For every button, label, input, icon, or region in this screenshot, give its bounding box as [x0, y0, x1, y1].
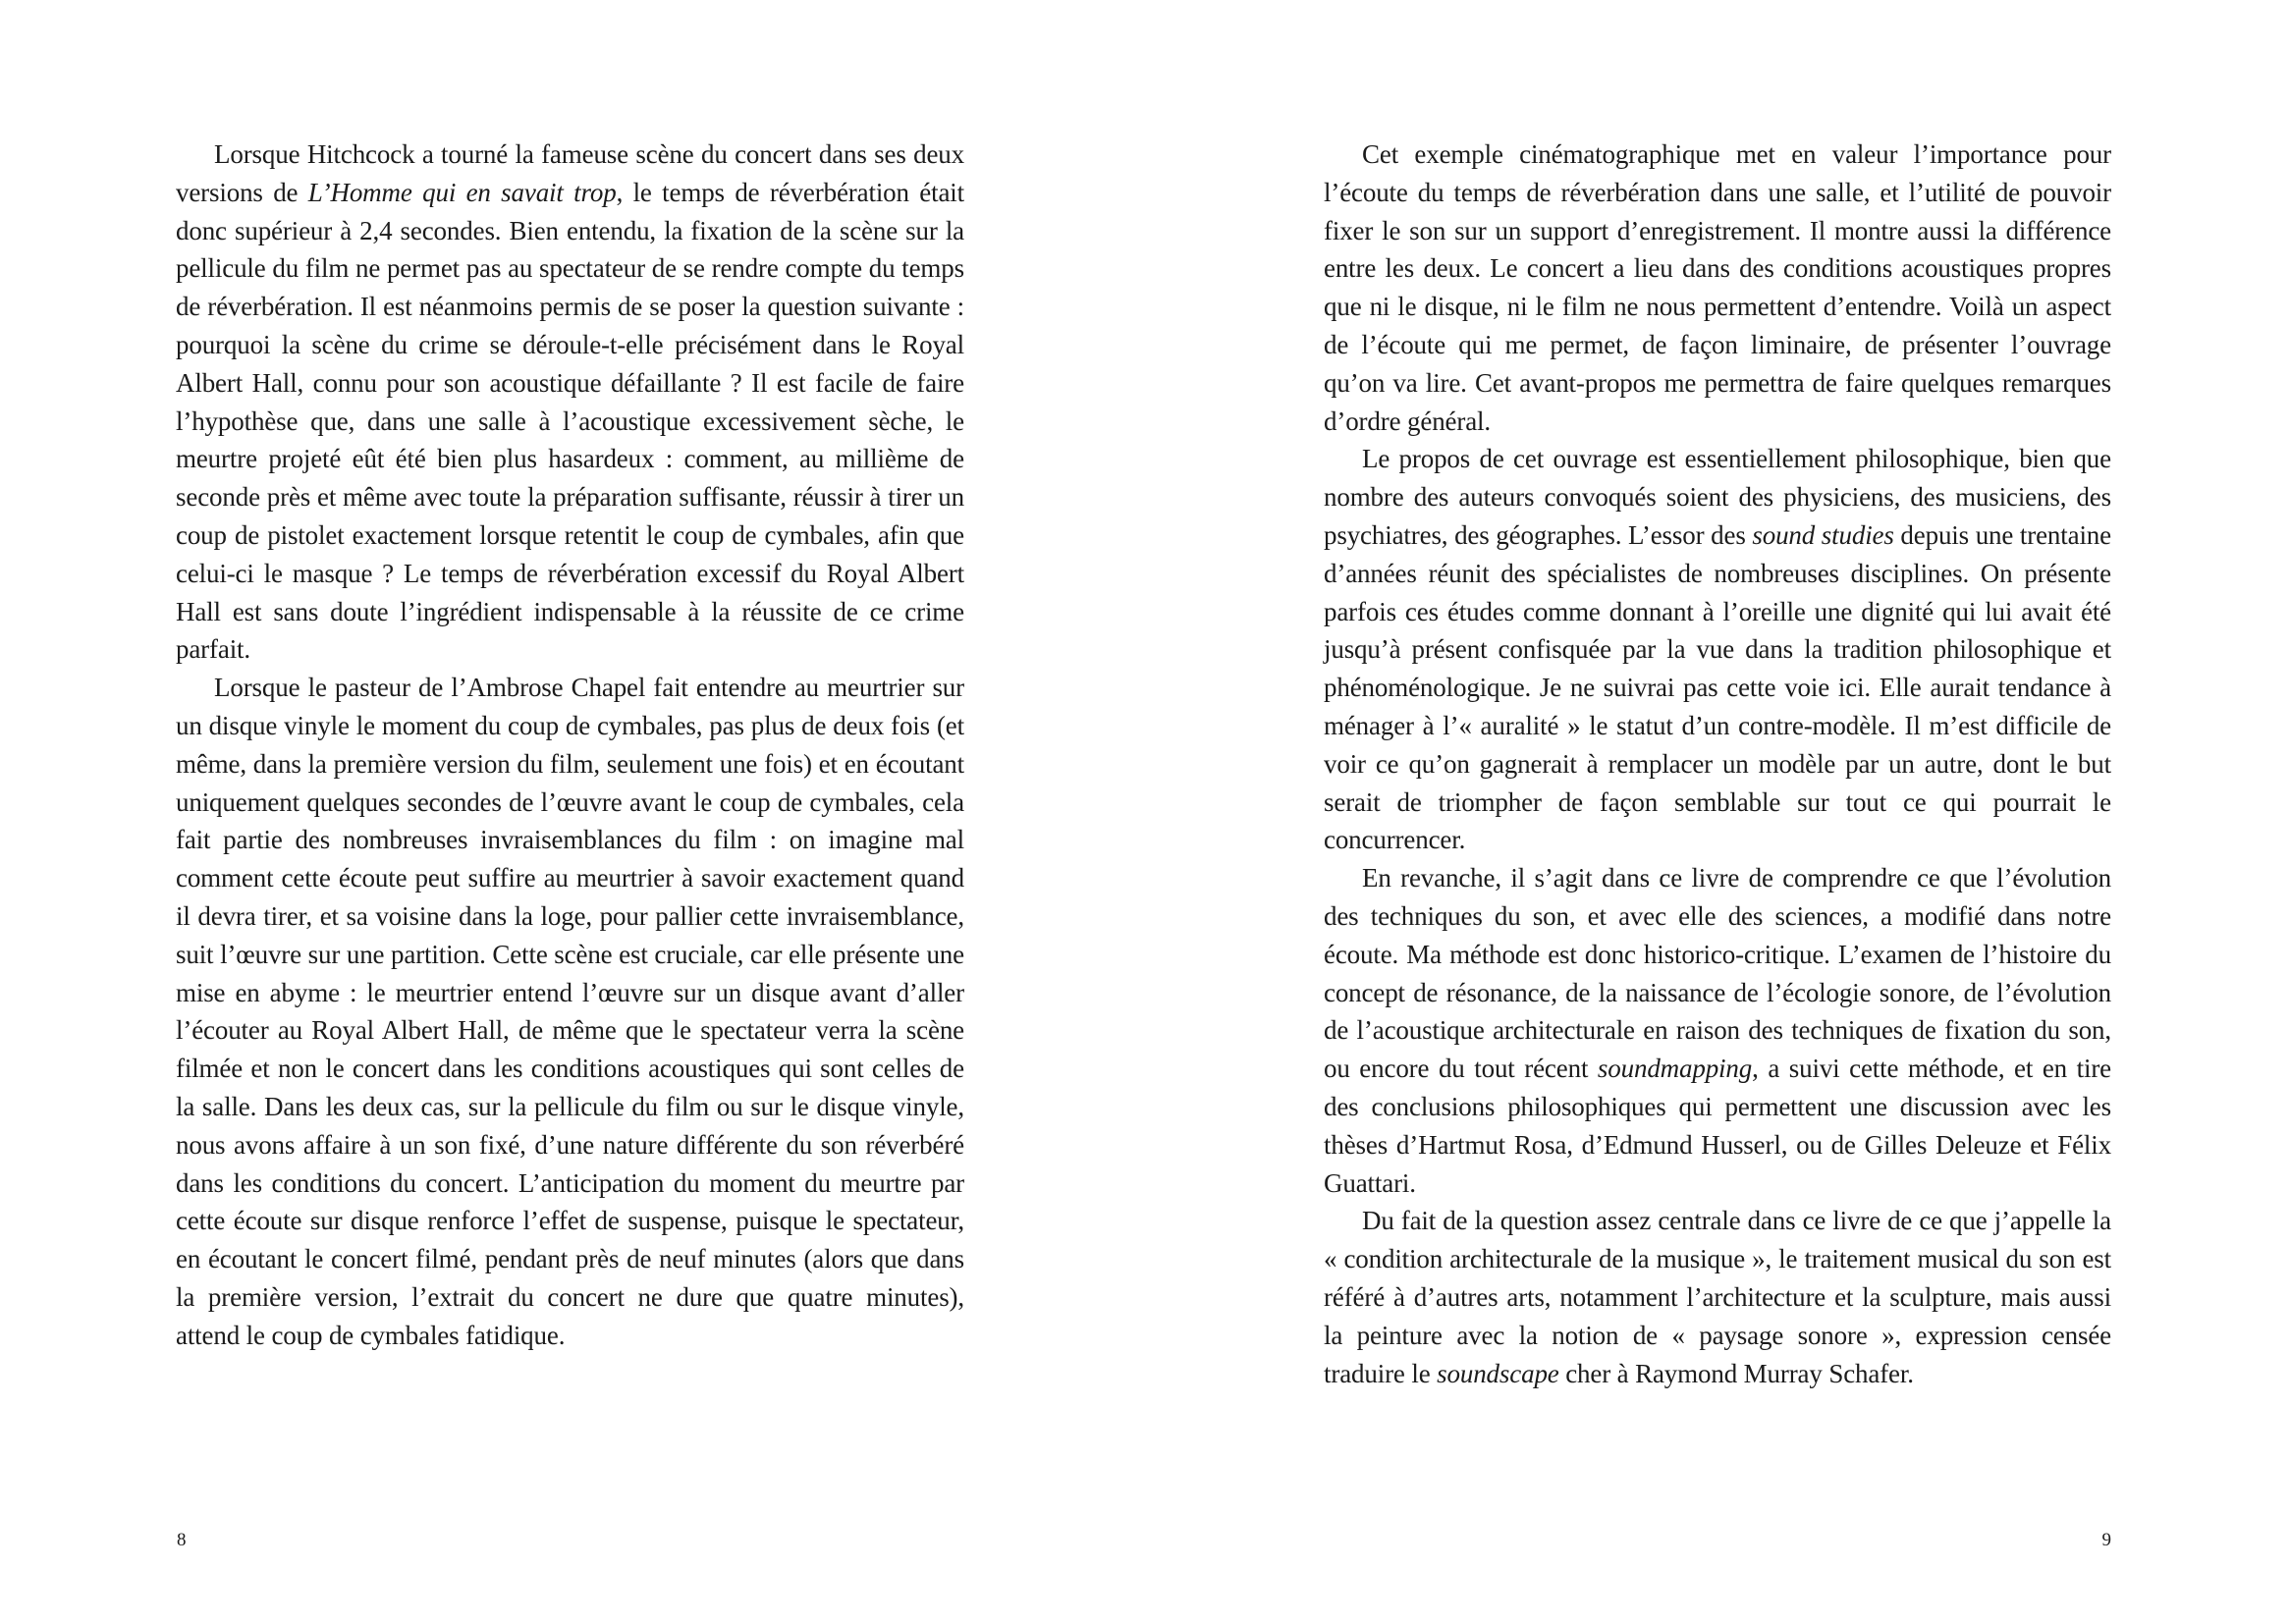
text-run: , a suivi cette méthode, et en tire des conclusions philosophiques qui permettent une discussion avec les thèses d’Hartmut Rosa, d’Edmund Husserl, ou de Gilles Deleuze et Félix Guattari.	[1324, 1054, 2112, 1198]
italic-text-run: soundmapping	[1597, 1054, 1753, 1084]
page-left	[0, 0, 1144, 1624]
text-run: Lorsque Hitchcock a tourné la fameuse scène du concert dans ses deux versions de	[176, 139, 964, 207]
paragraph	[1324, 1202, 2111, 1392]
paragraph	[1324, 440, 2111, 859]
text-run: depuis une trentaine d’années réunit des spécialistes de nombreuses disciplines. On présente parfois ces études comme donnant à l’oreille une dignité qui lui avait été jusqu’à présent confisquée par la vue dans la tradition philosophique et phénoménologique. Je ne suivrai pas cette voie ici. Elle aurait tendance à ménager à l’« auralité » le statut d’un contre-modèle. Il m’est difficile de voir ce qu’on gagnerait à remplacer un modèle par un autre, dont le but serait de triompher de façon semblable sur tout ce qui pourrait le concurrencer.	[1324, 519, 2111, 855]
italic-text-run: L’Homme qui en savait trop	[307, 177, 617, 207]
page-number-left: 8	[177, 1530, 187, 1550]
text-run: Cet exemple cinématographique met en valeur l’importance pour l’écoute du temps de réverbération dans une salle, et l’utilité de pouvoir fixer le son sur un support d’enregistrement. Il montre aussi la différence entre les deux. Le concert a lieu dans des conditions acoustiques propres que ni le disque, ni le film ne nous permettent d’entendre. Voilà un aspect de l’écoute qui me permet, de façon liminaire, de présenter l’ouvrage qu’on va lire. Cet avant-propos me permettra de faire quelques remarques d’ordre général.	[1324, 139, 2111, 436]
text-run: , le temps de réverbération était donc supérieur à 2,4 secondes. Bien entendu, la fixation de la scène sur la pellicule du film ne permet pas au spectateur de se rendre compte du temps de réverbération. Il est néanmoins permis de se poser la question suivante : pourquoi la scène du crime se déroule-t-elle précisément dans le Royal Albert Hall, connu pour son acoustique défaillante ? Il est facile de faire l’hypothèse que, dans une salle à l’acoustique excessivement sèche, le meurtre projeté eût été bien plus hasardeux : comment, au millième de seconde près et même avec toute la préparation suffisante, réussir à tirer un coup de pistolet exactement lorsque retentit le coup de cymbales, afin que celui-ci le masque ? Le temps de réverbération excessif du Royal Albert Hall est sans doute l’ingrédient indispensable à la réussite de ce crime parfait.	[176, 177, 964, 665]
page-right-text-block	[1324, 135, 2111, 1392]
text-run: Le propos de cet ouvrage est essentiellement philosophique, bien que nombre des auteurs convoqués soient des physiciens, des musiciens, des psychiatres, des géographes. L’essor des	[1324, 444, 2111, 550]
text-run: En revanche, il s’agit dans ce livre de comprendre ce que l’évolution des techniques du son, et avec elle des sciences, a modifié dans notre écoute. Ma méthode est donc historico-critique. L’examen de l’histoire du concept de résonance, de la naissance de l’écologie sonore, de l’évolution de l’acoustique architecturale en raison des techniques de fixation du son, ou encore du tout récent	[1324, 863, 2111, 1084]
page-left-text-block	[176, 135, 964, 1355]
text-run: Lorsque le pasteur de l’Ambrose Chapel fait entendre au meurtrier sur un disque vinyle le moment du coup de cymbales, pas plus de deux fois (et même, dans la première version du film, seulement une fois) et en écoutant uniquement quelques secondes de l’œuvre avant le coup de cymbales, cela fait partie des nombreuses invraisemblances du film : on imagine mal comment cette écoute peut suffire au meurtrier à savoir exactement quand il devra tirer, et sa voisine dans la loge, pour pallier cette invraisemblance, suit l’œuvre sur une partition. Cette scène est cruciale, car elle présente une mise en abyme : le meurtrier entend l’œuvre sur un disque avant d’aller l’écouter au Royal Albert Hall, de même que le spectateur verra la scène filmée et non le concert dans les conditions acoustiques qui sont celles de la salle. Dans les deux cas, sur la pellicule du film ou sur le disque vinyle, nous avons affaire à un son fixé, d’une nature différente du son réverbéré dans les conditions du concert. L’anticipation du moment du meurtre par cette écoute sur disque renforce l’effet de suspense, puisque le spectateur, en écoutant le concert filmé, pendant près de neuf minutes (alors que dans la première version, l’extrait du concert ne dure que quatre minutes), attend le coup de cymbales fatidique.	[176, 673, 964, 1350]
paragraph	[1324, 135, 2111, 440]
italic-text-run: sound studies	[1752, 519, 1894, 550]
italic-text-run: soundscape	[1437, 1358, 1559, 1388]
paragraph	[1324, 859, 2111, 1202]
text-run: Du fait de la question assez centrale dans ce livre de ce que j’appelle la « condition architecturale de la musique », le traitement musical du son est référé à d’autres arts, notamment l’architecture et la sculpture, mais aussi la peinture avec la notion de « paysage sonore », expression censée traduire le	[1324, 1206, 2111, 1388]
paragraph	[176, 669, 964, 1354]
paragraph	[176, 135, 964, 669]
text-run: cher à Raymond Murray Schafer.	[1558, 1358, 1914, 1388]
page-number-right: 9	[2101, 1530, 2111, 1550]
page-right	[1145, 0, 2289, 1624]
